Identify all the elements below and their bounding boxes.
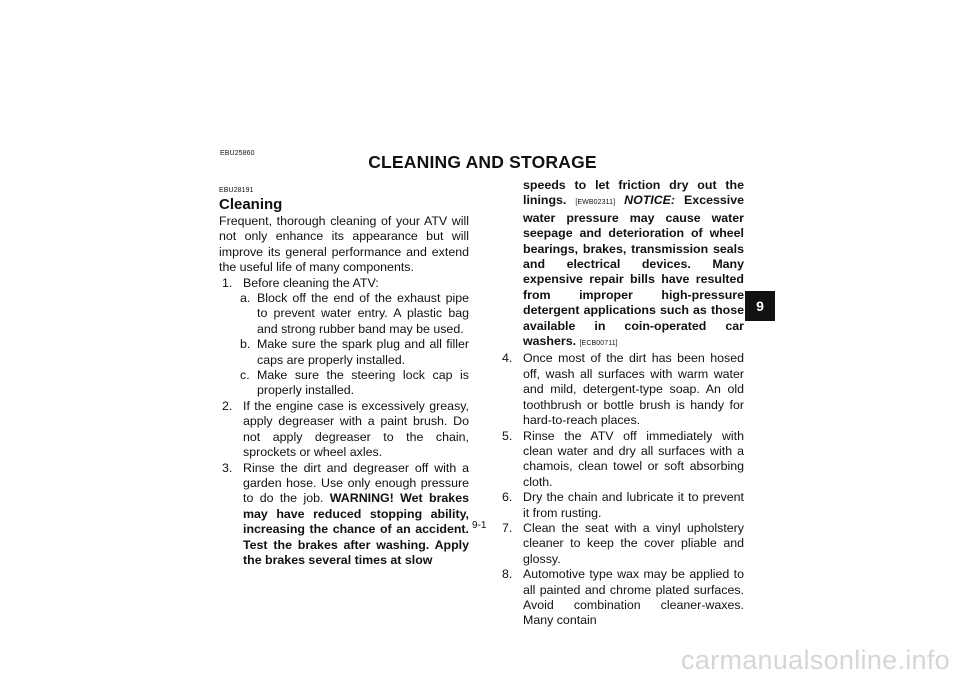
sub-list-item-text: Make sure the steering lock cap is properly installed.	[257, 368, 469, 398]
list-item	[499, 429, 744, 491]
sub-list-item	[219, 337, 469, 368]
list-item-number: 7.	[502, 520, 513, 535]
list-item-text: Automotive type wax may be applied to all painted and chrome plated surfaces. Avoid combination cleaner-waxes. Many contain	[523, 567, 744, 628]
watermark: carmanualsonline.info	[681, 645, 950, 675]
list-item	[219, 461, 469, 569]
section-code: EBU28191	[219, 187, 254, 194]
right-column	[499, 178, 744, 629]
list-item-number: 6.	[502, 490, 513, 505]
list-item	[499, 521, 744, 567]
page-number: 9-1	[472, 520, 487, 531]
list-item-number: 1.	[222, 275, 233, 290]
sub-list-item-letter: a.	[240, 291, 251, 306]
list-item-text: Before cleaning the ATV:	[243, 275, 379, 290]
sub-list-item	[219, 291, 469, 337]
list-item-text: Once most of the dirt has been hosed off, wash all surfaces with warm water and mild, detergent-type soap. An old toothbrush or bottle brush is handy for hard-to-reach places.	[523, 351, 744, 428]
page-title: CLEANING AND STORAGE	[368, 152, 597, 172]
list-item-number: 5.	[502, 428, 513, 443]
sub-list-item-text: Block off the end of the exhaust pipe to prevent water entry. A plastic bag and strong rubber band may be used.	[257, 291, 469, 336]
sub-list-item	[219, 368, 469, 399]
list-item-text: Clean the seat with a vinyl upholstery cleaner to keep the cover pliable and glossy.	[523, 520, 744, 566]
warning-text: WARNING! Wet brakes may have reduced stopping ability, increasing the chance of an accident. Test the brakes after washing. Apply the brakes several times at slow	[243, 491, 469, 567]
sub-list-item-letter: c.	[240, 368, 250, 383]
list-item-number: 8.	[502, 567, 513, 582]
chapter-tab: 9	[745, 291, 775, 321]
list-item-text: Rinse the dirt and degreaser off with a garden hose. Use only enough pressure to do the job.	[243, 460, 469, 506]
notice-label: NOTICE:	[624, 193, 676, 208]
sub-list-item-letter: b.	[240, 337, 251, 352]
list-item	[499, 567, 744, 629]
warning-continuation	[499, 178, 744, 351]
sub-list-item-text: Make sure the spark plug and all filler caps are properly installed.	[257, 337, 469, 367]
warning-continuation-text: speeds to let friction dry out the linings.	[523, 178, 744, 208]
list-item-text: If the engine case is excessively greasy, apply degreaser with a paint brush. Do not apply degreaser to the chain, sprockets or wheel axles.	[243, 398, 469, 460]
list-item	[499, 351, 744, 428]
intro-paragraph: Frequent, thorough cleaning of your ATV will not only enhance its appearance but will improve its general performance and extend the useful life of many components.	[219, 214, 469, 275]
list-item-number: 4.	[502, 351, 513, 366]
notice-text: Excessive water pressure may cause water seepage and deterioration of wheel bearings, brakes, transmission seals and electrical devices. Many expensive repair bills have resulted from improper high-pressure detergent applications such as those available in coin-operated car washers.	[523, 193, 744, 349]
list-item	[499, 490, 744, 521]
left-column	[219, 178, 469, 568]
list-item	[219, 399, 469, 461]
notice-end-code: [ECB00711]	[579, 340, 618, 348]
list-item-number: 2.	[222, 398, 233, 413]
section-title: Cleaning	[219, 196, 283, 213]
notice-code: [EWB02311]	[575, 199, 616, 207]
list-item-number: 3.	[222, 460, 233, 475]
page-code: EBU25860	[220, 150, 255, 157]
list-item-text: Dry the chain and lubricate it to prevent it from rusting.	[523, 490, 744, 520]
list-item	[219, 276, 469, 291]
list-item-text: Rinse the ATV off immediately with clean water and dry all surfaces with a chamois, clean towel or soft absorbing cloth.	[523, 428, 744, 489]
